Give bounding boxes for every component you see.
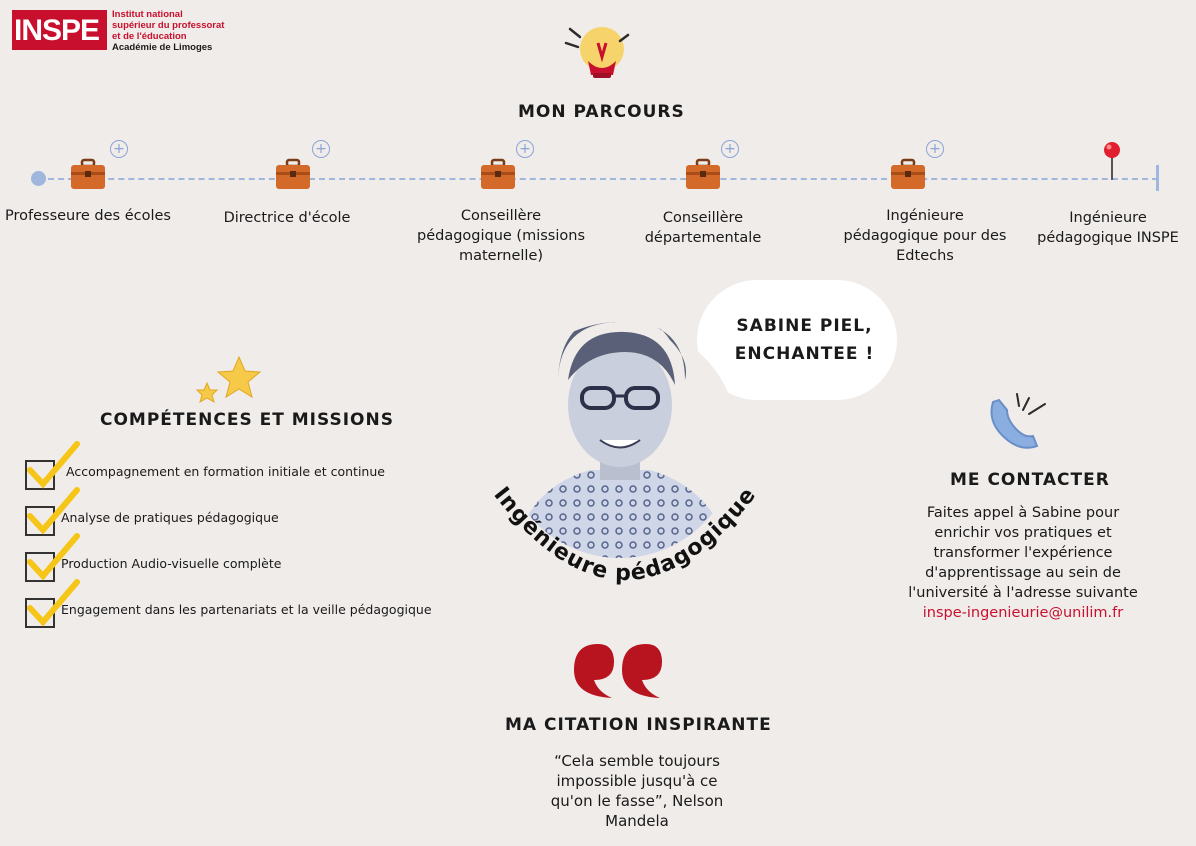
contact-title: ME CONTACTER [950, 470, 1110, 490]
logo-caption [112, 9, 224, 53]
logo-line-3: et de l'éducation [112, 31, 187, 42]
logo-line-2: supérieur du professorat [112, 20, 225, 31]
contact-email-link[interactable]: inspe-ingenieurie@unilim.fr [922, 605, 1124, 621]
plus-circle-icon[interactable]: + [721, 140, 739, 158]
timeline-step-5: Ingénieure pédagogique pour des Edtechs [843, 208, 1007, 264]
contact-line-4: d'apprentissage au sein de [925, 565, 1121, 581]
timeline-line [38, 178, 1158, 180]
competence-item-2: Analyse de pratiques pédagogique [61, 510, 279, 525]
timeline-step-1: Professeure des écoles [5, 208, 171, 224]
plus-circle-icon[interactable]: + [312, 140, 330, 158]
contact-line-3: transformer l'expérience [933, 545, 1113, 561]
timeline-step-6: Ingénieure pédagogique INSPE [1037, 210, 1179, 246]
greeting-line-1: SABINE PIEL, [736, 316, 873, 336]
briefcase-icon [890, 158, 926, 190]
contact-line-2: enrichir vos pratiques et [934, 525, 1112, 541]
timeline-step-4: Conseillère départementale [644, 210, 762, 246]
contact-line-1: Faites appel à Sabine pour [926, 505, 1120, 521]
arc-title-text: Ingénieure pédagogique [488, 482, 762, 587]
contact-line-5: l'université à l'adresse suivante [908, 585, 1138, 601]
briefcase-icon [685, 158, 721, 190]
logo-line-1: Institut national [112, 9, 183, 20]
parcours-title: MON PARCOURS [518, 102, 685, 122]
briefcase-icon [480, 158, 516, 190]
plus-circle-icon[interactable]: + [110, 140, 128, 158]
timeline-step-2: Directrice d'école [223, 210, 351, 226]
plus-circle-icon[interactable]: + [926, 140, 944, 158]
arc-title [470, 440, 780, 620]
contact-text [873, 503, 1173, 623]
competence-item-4: Engagement dans les partenariats et la veille pédagogique [61, 602, 432, 617]
timeline-start-dot [31, 171, 46, 186]
map-pin-icon [1102, 140, 1122, 182]
competence-item-1: Accompagnement en formation initiale et continue [66, 464, 385, 479]
greeting-line-2: ENCHANTEE ! [734, 344, 875, 364]
quote-line-3: qu'on le fasse”, Nelson [550, 792, 724, 810]
logo-word: INSPE [14, 14, 100, 47]
quote-title: MA CITATION INSPIRANTE [505, 715, 772, 735]
svg-text:Ingénieure pédagogique [489, 483, 762, 587]
briefcase-icon [70, 158, 106, 190]
quote-line-4: Mandela [605, 812, 669, 830]
stars-icon [195, 355, 265, 405]
timeline-step-3: Conseillère pédagogique (missions maternelle) [416, 208, 585, 264]
phone-icon [985, 392, 1055, 454]
competences-title: COMPÉTENCES ET MISSIONS [100, 410, 394, 430]
briefcase-icon [275, 158, 311, 190]
plus-circle-icon[interactable]: + [516, 140, 534, 158]
lightbulb-icon [562, 15, 634, 87]
quote-line-2: impossible jusqu'à ce [556, 772, 718, 790]
timeline-end-tick [1156, 165, 1159, 191]
quote-marks-icon [568, 640, 668, 702]
logo-line-4: Académie de Limoges [112, 42, 213, 53]
quote-text [517, 751, 757, 831]
competence-item-3: Production Audio-visuelle complète [61, 556, 282, 571]
quote-line-1: “Cela semble toujours [554, 752, 720, 770]
